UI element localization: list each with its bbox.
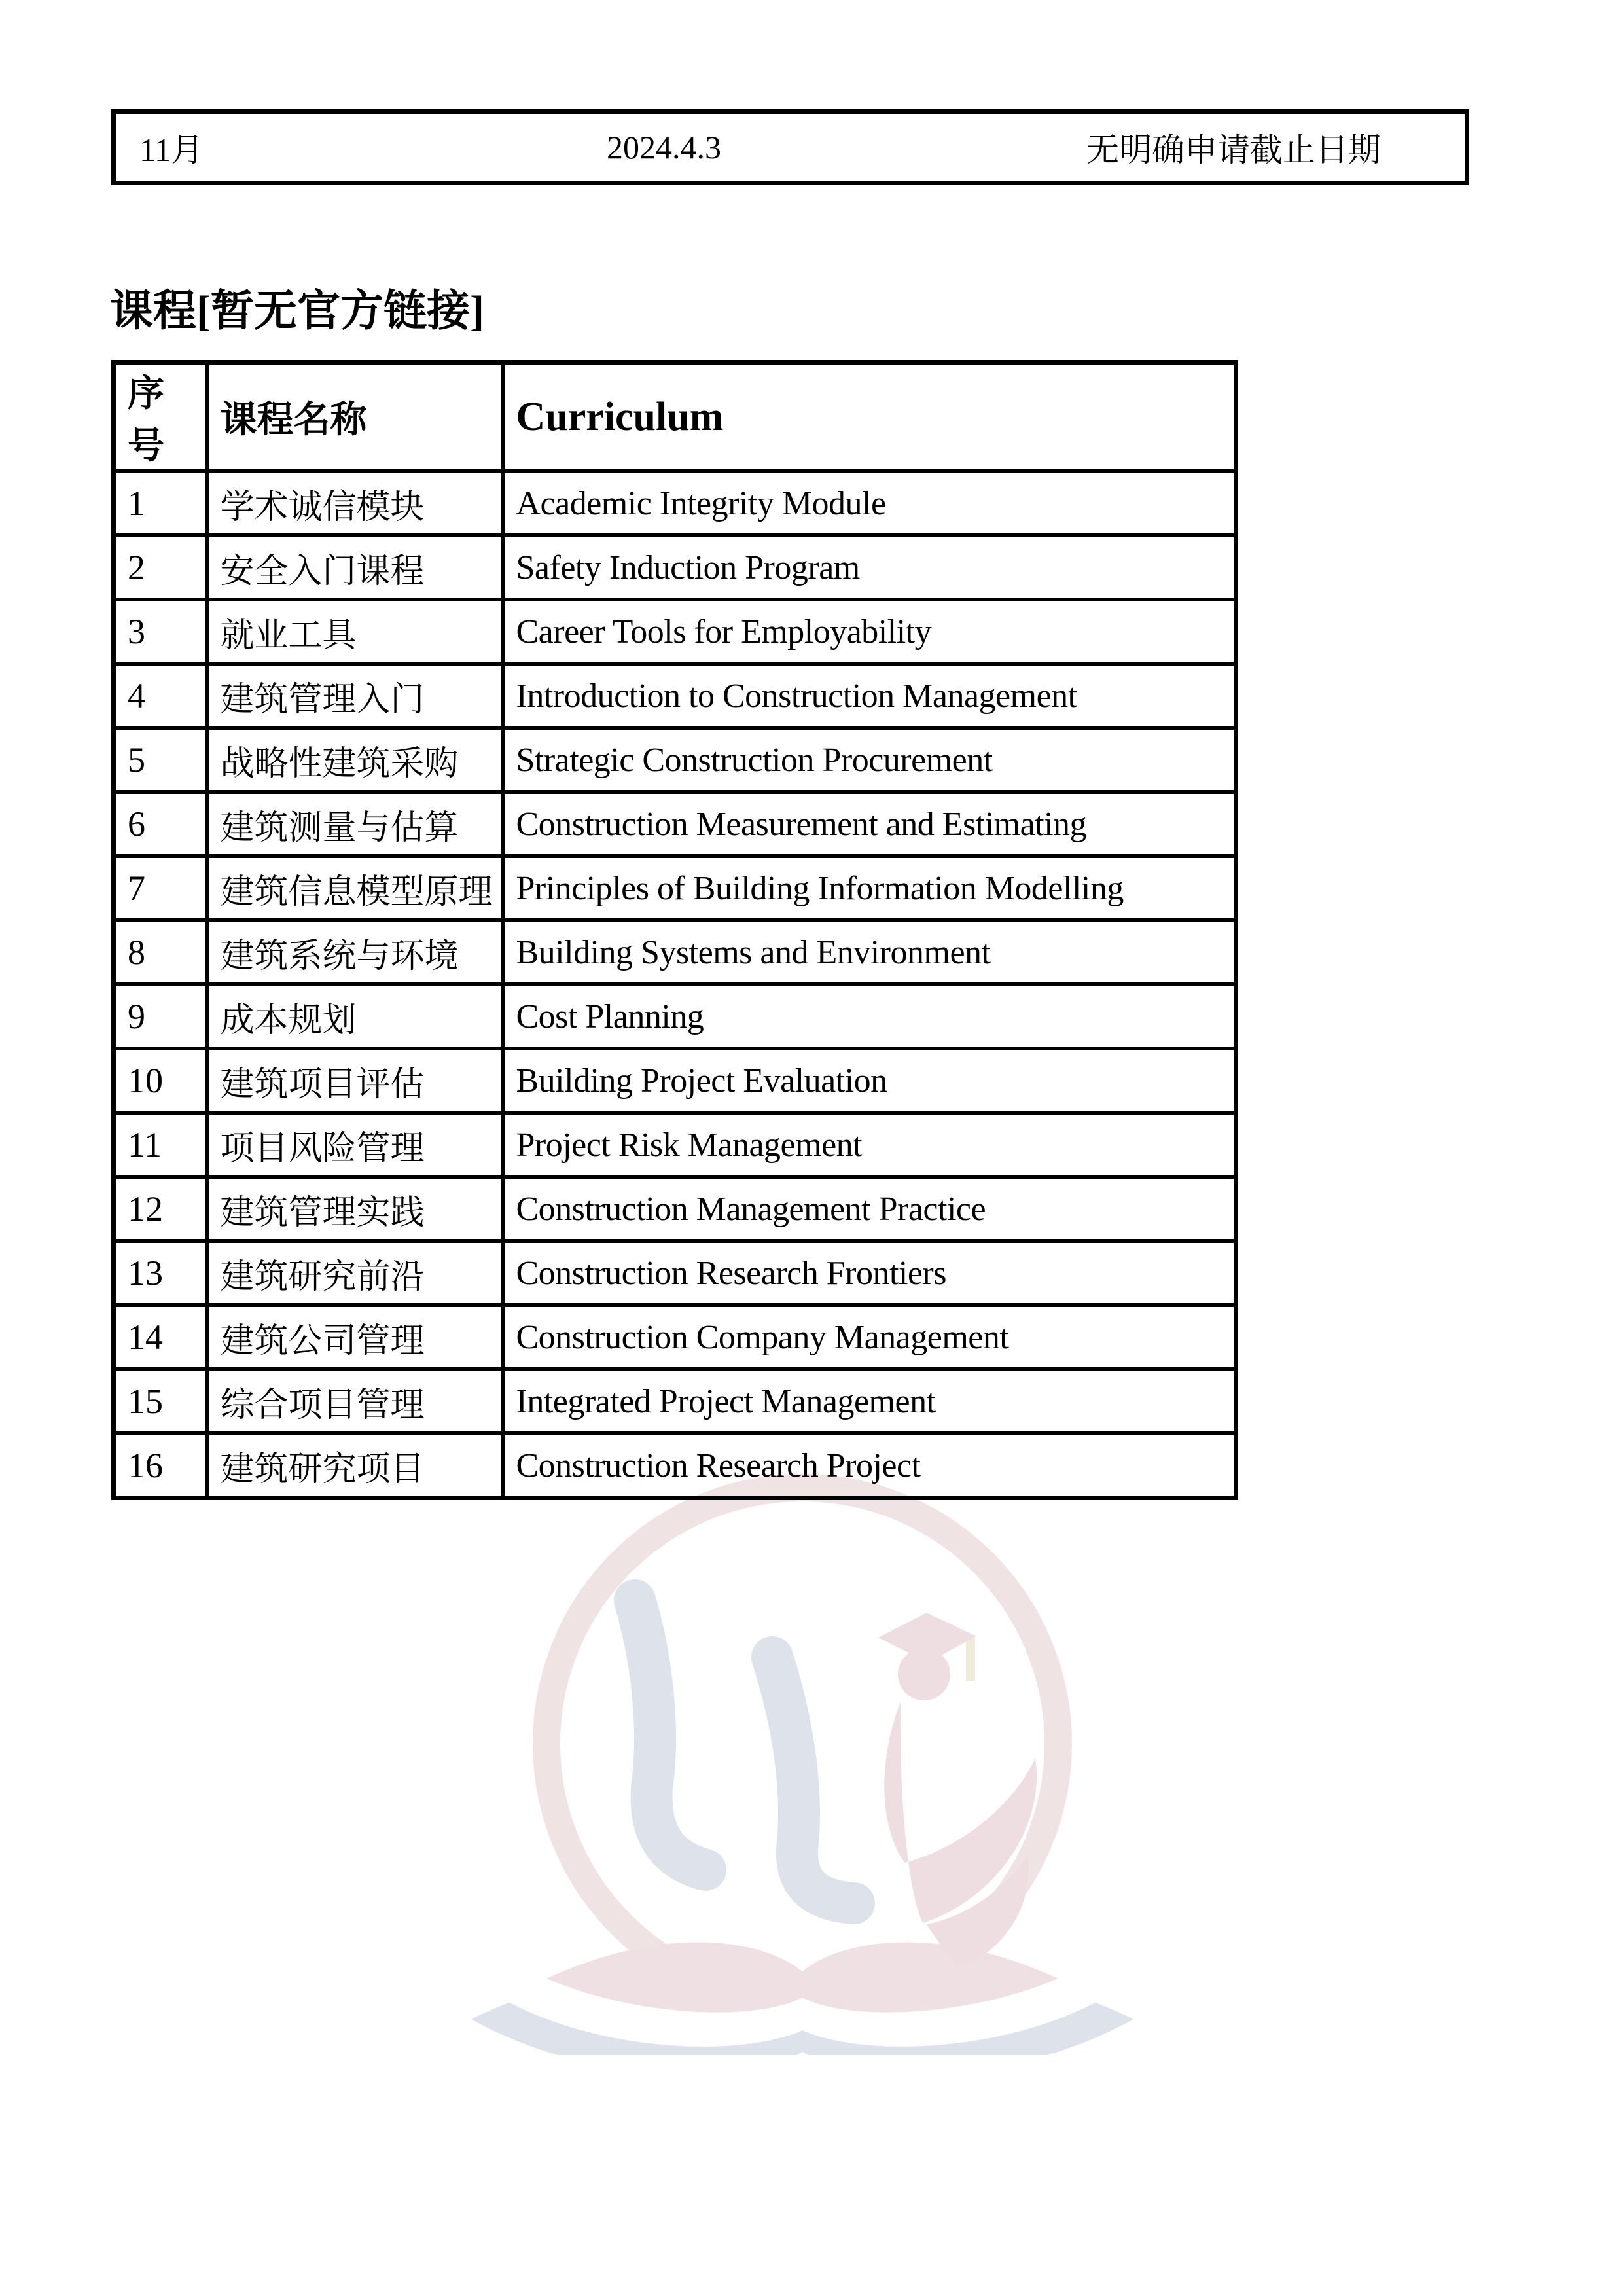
table-row (114, 856, 1236, 920)
date-cell: 2024.4.3 (607, 129, 721, 166)
course-name-en: Safety Induction Program (503, 535, 1236, 600)
course-name-zh: 建筑公司管理 (207, 1305, 503, 1369)
course-name-en: Principles of Building Information Modelling (503, 856, 1236, 920)
graduate-cap (878, 1613, 976, 1662)
table-row (114, 984, 1236, 1049)
course-index: 5 (114, 728, 207, 792)
col-header-course-name-zh: 课程名称 (207, 363, 503, 472)
table-row (114, 1369, 1236, 1433)
curriculum-table (111, 360, 1238, 1500)
curriculum-table-body (114, 471, 1236, 1498)
tassel (966, 1638, 975, 1681)
table-row (114, 600, 1236, 664)
course-name-en: Integrated Project Management (503, 1369, 1236, 1433)
w-monogram-stroke-1 (635, 1600, 705, 1870)
course-index: 13 (114, 1241, 207, 1305)
section-heading: 课程[暂无官方链接] (110, 287, 484, 335)
table-row (114, 1305, 1236, 1369)
course-name-en: Building Systems and Environment (503, 920, 1236, 984)
course-name-en: Career Tools for Employability (503, 600, 1236, 664)
course-name-en: Project Risk Management (503, 1113, 1236, 1177)
course-name-en: Construction Research Project (503, 1433, 1236, 1498)
table-row (114, 1177, 1236, 1241)
course-name-zh: 就业工具 (207, 600, 503, 664)
course-name-zh: 建筑信息模型原理 (207, 856, 503, 920)
course-index: 16 (114, 1433, 207, 1498)
table-row (114, 1049, 1236, 1113)
course-name-zh: 建筑测量与估算 (207, 792, 503, 856)
table-row (114, 792, 1236, 856)
course-index: 9 (114, 984, 207, 1049)
course-name-en: Introduction to Construction Management (503, 664, 1236, 728)
curriculum-table-header-row (114, 363, 1236, 472)
watermark-ring-gap (452, 1943, 1153, 2056)
course-name-zh: 战略性建筑采购 (207, 728, 503, 792)
course-index: 11 (114, 1113, 207, 1177)
course-name-zh: 成本规划 (207, 984, 503, 1049)
table-row (114, 1113, 1236, 1177)
course-name-zh: 建筑项目评估 (207, 1049, 503, 1113)
course-index: 4 (114, 664, 207, 728)
course-name-en: Cost Planning (503, 984, 1236, 1049)
course-name-en: Construction Company Management (503, 1305, 1236, 1369)
course-name-zh: 建筑研究项目 (207, 1433, 503, 1498)
course-name-zh: 建筑管理入门 (207, 664, 503, 728)
course-index: 15 (114, 1369, 207, 1433)
course-name-en: Strategic Construction Procurement (503, 728, 1236, 792)
table-row (114, 1433, 1236, 1498)
table-row (114, 1241, 1236, 1305)
course-index: 12 (114, 1177, 207, 1241)
course-name-zh: 学术诚信模块 (207, 471, 503, 535)
course-name-en: Academic Integrity Module (503, 471, 1236, 535)
table-row (114, 535, 1236, 600)
course-index: 8 (114, 920, 207, 984)
table-row (114, 664, 1236, 728)
graduate-tail (927, 1855, 1029, 1967)
course-name-zh: 建筑管理实践 (207, 1177, 503, 1241)
table-row (114, 471, 1236, 535)
course-name-zh: 综合项目管理 (207, 1369, 503, 1433)
course-index: 1 (114, 471, 207, 535)
col-header-index: 序号 (114, 363, 207, 472)
watermark-ring (546, 1488, 1058, 2000)
table-row (114, 728, 1236, 792)
deadline-note-cell: 无明确申请截止日期 (1086, 132, 1381, 168)
course-name-en: Construction Research Frontiers (503, 1241, 1236, 1305)
course-name-en: Construction Management Practice (503, 1177, 1236, 1241)
course-index: 3 (114, 600, 207, 664)
graduate-body (884, 1702, 1037, 1923)
table-row (114, 920, 1236, 984)
book-icon (546, 1943, 1058, 2013)
book-underside (471, 1966, 1133, 2055)
course-index: 10 (114, 1049, 207, 1113)
w-monogram-stroke-2 (772, 1657, 854, 1903)
course-name-en: Construction Measurement and Estimating (503, 792, 1236, 856)
schedule-row (111, 109, 1469, 185)
course-name-zh: 安全入门课程 (207, 535, 503, 600)
col-header-curriculum: Curriculum (503, 363, 1236, 472)
course-index: 7 (114, 856, 207, 920)
course-index: 2 (114, 535, 207, 600)
course-name-zh: 建筑研究前沿 (207, 1241, 503, 1305)
watermark-logo (347, 1466, 1263, 2055)
graduate-icon (878, 1613, 1037, 1967)
book-pages (507, 1958, 1097, 2046)
course-name-en: Building Project Evaluation (503, 1049, 1236, 1113)
course-name-zh: 建筑系统与环境 (207, 920, 503, 984)
graduate-head (898, 1648, 950, 1700)
intake-month-cell: 11月 (139, 132, 204, 168)
course-index: 14 (114, 1305, 207, 1369)
course-index: 6 (114, 792, 207, 856)
course-name-zh: 项目风险管理 (207, 1113, 503, 1177)
